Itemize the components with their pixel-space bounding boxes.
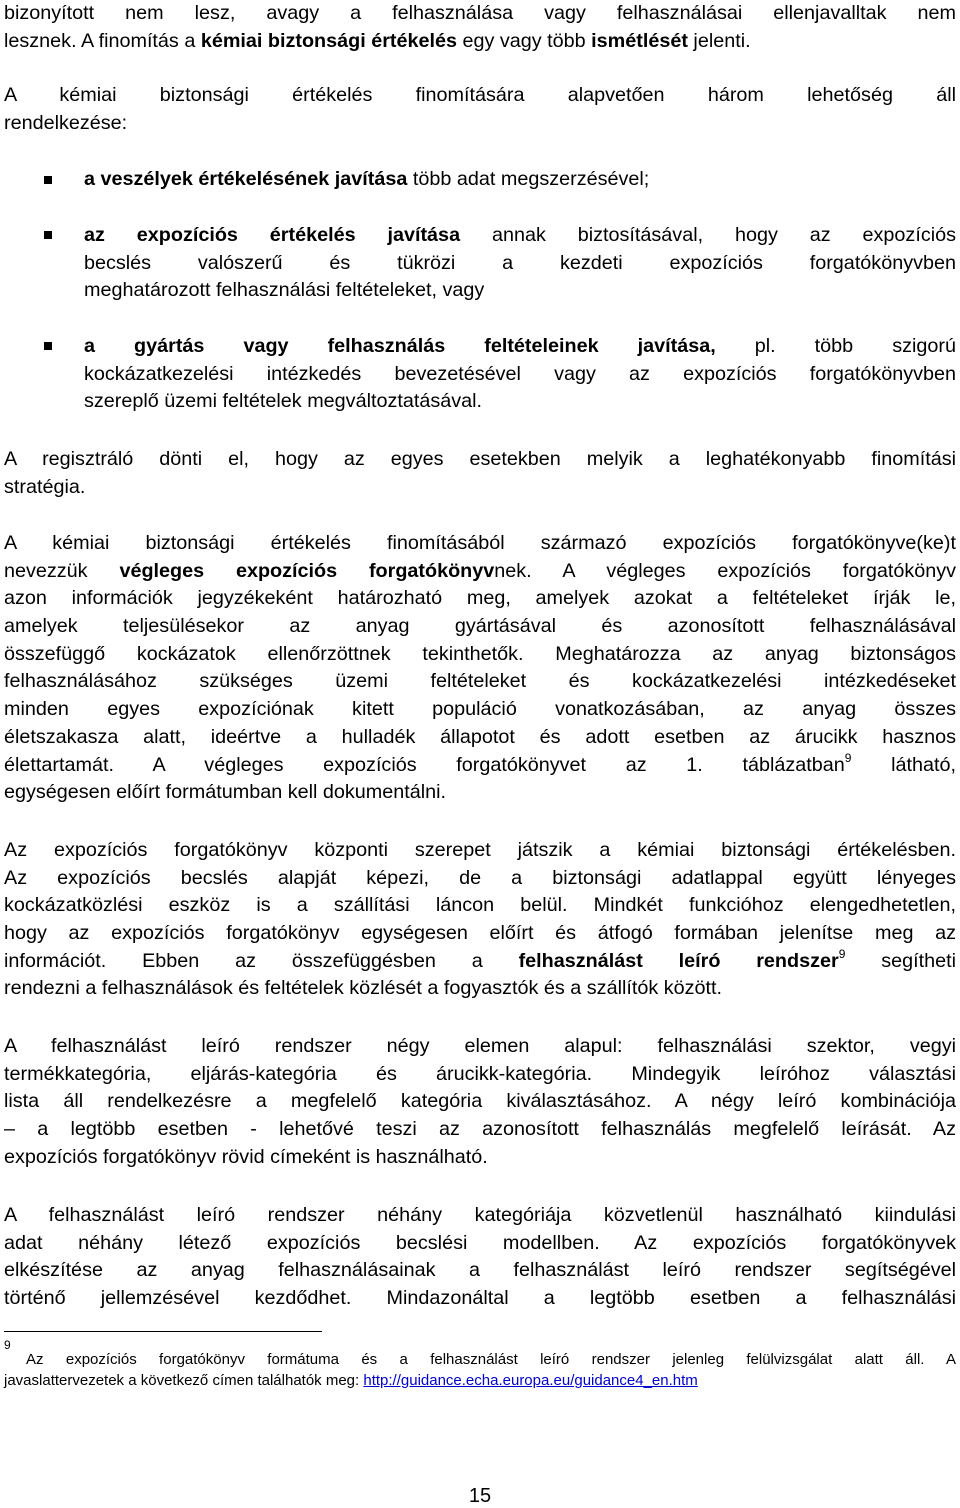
footnote-line: javaslattervezetek a következő címen találhatók meg: http://guidance.echa.europa.eu/guidance4_en.htm <box>4 1372 698 1389</box>
bullet-item <box>84 222 956 305</box>
text-line: Az expozíciós becslés alapját képezi, de a biztonsági adatlappal együtt lényeges <box>4 866 956 889</box>
text-line: – a legtöbb esetben - lehetővé teszi az azonosított felhasználás megfelelő leírását. Az <box>4 1118 956 1141</box>
text-line: hogy az expozíciós forgatókönyv egységesen előírt és átfogó formában jelenítse meg az <box>4 922 956 945</box>
text-line: lesznek. A finomítás a kémiai biztonsági értékelés egy vagy több ismétlését jelenti. <box>4 29 751 52</box>
bold-term: ismétlését <box>591 29 688 52</box>
bold-term: kémiai biztonsági értékelés <box>200 29 457 52</box>
bullet-item <box>84 333 956 416</box>
footnote-link[interactable]: http://guidance.echa.europa.eu/guidance4_en.htm <box>363 1372 698 1389</box>
paragraph <box>4 1033 956 1171</box>
text-line: Az expozíciós forgatókönyv központi szerepet játszik a kémiai biztonsági értékelésben. <box>4 839 956 861</box>
footnote-number: 9 <box>4 1338 11 1352</box>
text-line: A kémiai biztonsági értékelés finomításából származó expozíciós forgatókönyve(ke)t <box>4 532 956 554</box>
text-line: A felhasználást leíró rendszer néhány kategóriája közvetlenül használható kiindulási <box>4 1204 956 1226</box>
footnote-reference: 9 <box>844 750 852 765</box>
text-line: a veszélyek értékelésének javítása több adat megszerzésével; <box>84 168 650 190</box>
text-line: rendelkezése: <box>4 111 128 134</box>
paragraph <box>4 446 956 501</box>
text-line: élettartamát. A végleges expozíciós forgatókönyvet az 1. táblázatban$^9$ látható, <box>4 750 956 776</box>
text-line: kockázatközlési eszköz is a szállítási láncon belül. Mindkét funkcióhoz elengedhetetlen, <box>4 894 956 917</box>
text-line: információt. Ebben az összefüggésben a felhasználást leíró rendszer$^9$ segítheti <box>4 947 956 972</box>
text-line: minden egyes expozíciónak kitett populáció vonatkozásában, az anyag összes <box>4 698 956 721</box>
text-line: felhasználásához szükséges üzemi feltételeket és kockázatkezelési intézkedéseket <box>4 670 956 693</box>
paragraph <box>4 1202 956 1313</box>
footnote-reference: 9 <box>838 947 846 962</box>
text-line: A regisztráló dönti el, hogy az egyes esetekben melyik a leghatékonyabb finomítási <box>4 448 956 470</box>
footnote-separator <box>4 1331 322 1332</box>
bullet-item <box>84 166 956 194</box>
text-line: becslés valószerű és tükrözi a kezdeti expozíciós forgatókönyvben <box>84 251 956 274</box>
text-line: expozíciós forgatókönyv rövid címeként is használható. <box>4 1145 488 1168</box>
text-line: nevezzük végleges expozíciós forgatókönyvnek. A végleges expozíciós forgatókönyv <box>4 559 956 582</box>
bullet-marker <box>44 231 52 239</box>
footnote <box>4 1349 956 1391</box>
text-line: kockázatkezelési intézkedés bevezetésével vagy az expozíciós forgatókönyvben <box>84 362 956 385</box>
text-line: amelyek teljesülésekor az anyag gyártásával és azonosított felhasználásával <box>4 615 956 638</box>
text-line: összefüggő kockázatok ellenőrzöttnek tekinthetők. Meghatározza az anyag biztonságos <box>4 642 956 665</box>
text-line: bizonyított nem lesz, avagy a felhasználása vagy felhasználásai ellenjavalltak nem <box>4 2 956 24</box>
paragraph <box>4 530 956 807</box>
text-line: történő jellemzésével kezdődhet. Mindazonáltal a legtöbb esetben a felhasználási <box>4 1287 956 1310</box>
bold-term: felhasználást leíró rendszer <box>518 949 839 972</box>
bullet-marker <box>44 176 52 184</box>
paragraph-intro <box>4 82 956 137</box>
text-line: az expozíciós értékelés javítása annak biztosításával, hogy az expozíciós <box>84 224 956 246</box>
bullet-marker <box>44 342 52 350</box>
text-line: szereplő üzemi feltételek megváltoztatásával. <box>84 390 483 413</box>
text-line: rendezni a felhasználások és feltételek közlését a fogyasztók és a szállítók között. <box>4 977 723 1000</box>
text-line: stratégia. <box>4 475 86 498</box>
text-line: a gyártás vagy felhasználás feltételeinek javítása, pl. több szigorú <box>84 335 956 357</box>
text-line: egységesen előírt formátumban kell dokumentálni. <box>4 781 447 804</box>
text-line: termékkategória, eljárás-kategória és árucikk-kategória. Mindegyik leíróhoz választási <box>4 1062 956 1085</box>
page-number: 15 <box>468 1485 492 1507</box>
footnote-line: Az expozíciós forgatókönyv formátuma és a felhasználást leíró rendszer jelenleg felülvizsgálat alatt áll. A <box>26 1351 956 1368</box>
text-line: A kémiai biztonsági értékelés finomítására alapvetően három lehetőség áll <box>4 84 956 106</box>
paragraph-continued <box>4 0 956 55</box>
text-line: azon információk jegyzékeként határozható meg, amelyek azokat a feltételeket írják le, <box>4 587 956 610</box>
bold-term: végleges expozíciós forgatókönyv <box>119 559 495 582</box>
text-line: A felhasználást leíró rendszer négy elemen alapul: felhasználási szektor, vegyi <box>4 1035 956 1057</box>
text-line: meghatározott felhasználási feltételeket, vagy <box>84 279 485 302</box>
text-line: lista áll rendelkezésre a megfelelő kategória kiválasztásához. A négy leíró kombinációja <box>4 1090 956 1113</box>
text-line: életszakasza alatt, ideértve a hulladék állapotot és adott esetben az árucikk hasznos <box>4 725 956 748</box>
paragraph <box>4 837 956 1003</box>
text-line: adat néhány létező expozíciós becslési modellben. Az expozíciós forgatókönyvek <box>4 1231 956 1254</box>
text-line: elkészítése az anyag felhasználásainak a felhasználást leíró rendszer segítségével <box>4 1259 956 1282</box>
